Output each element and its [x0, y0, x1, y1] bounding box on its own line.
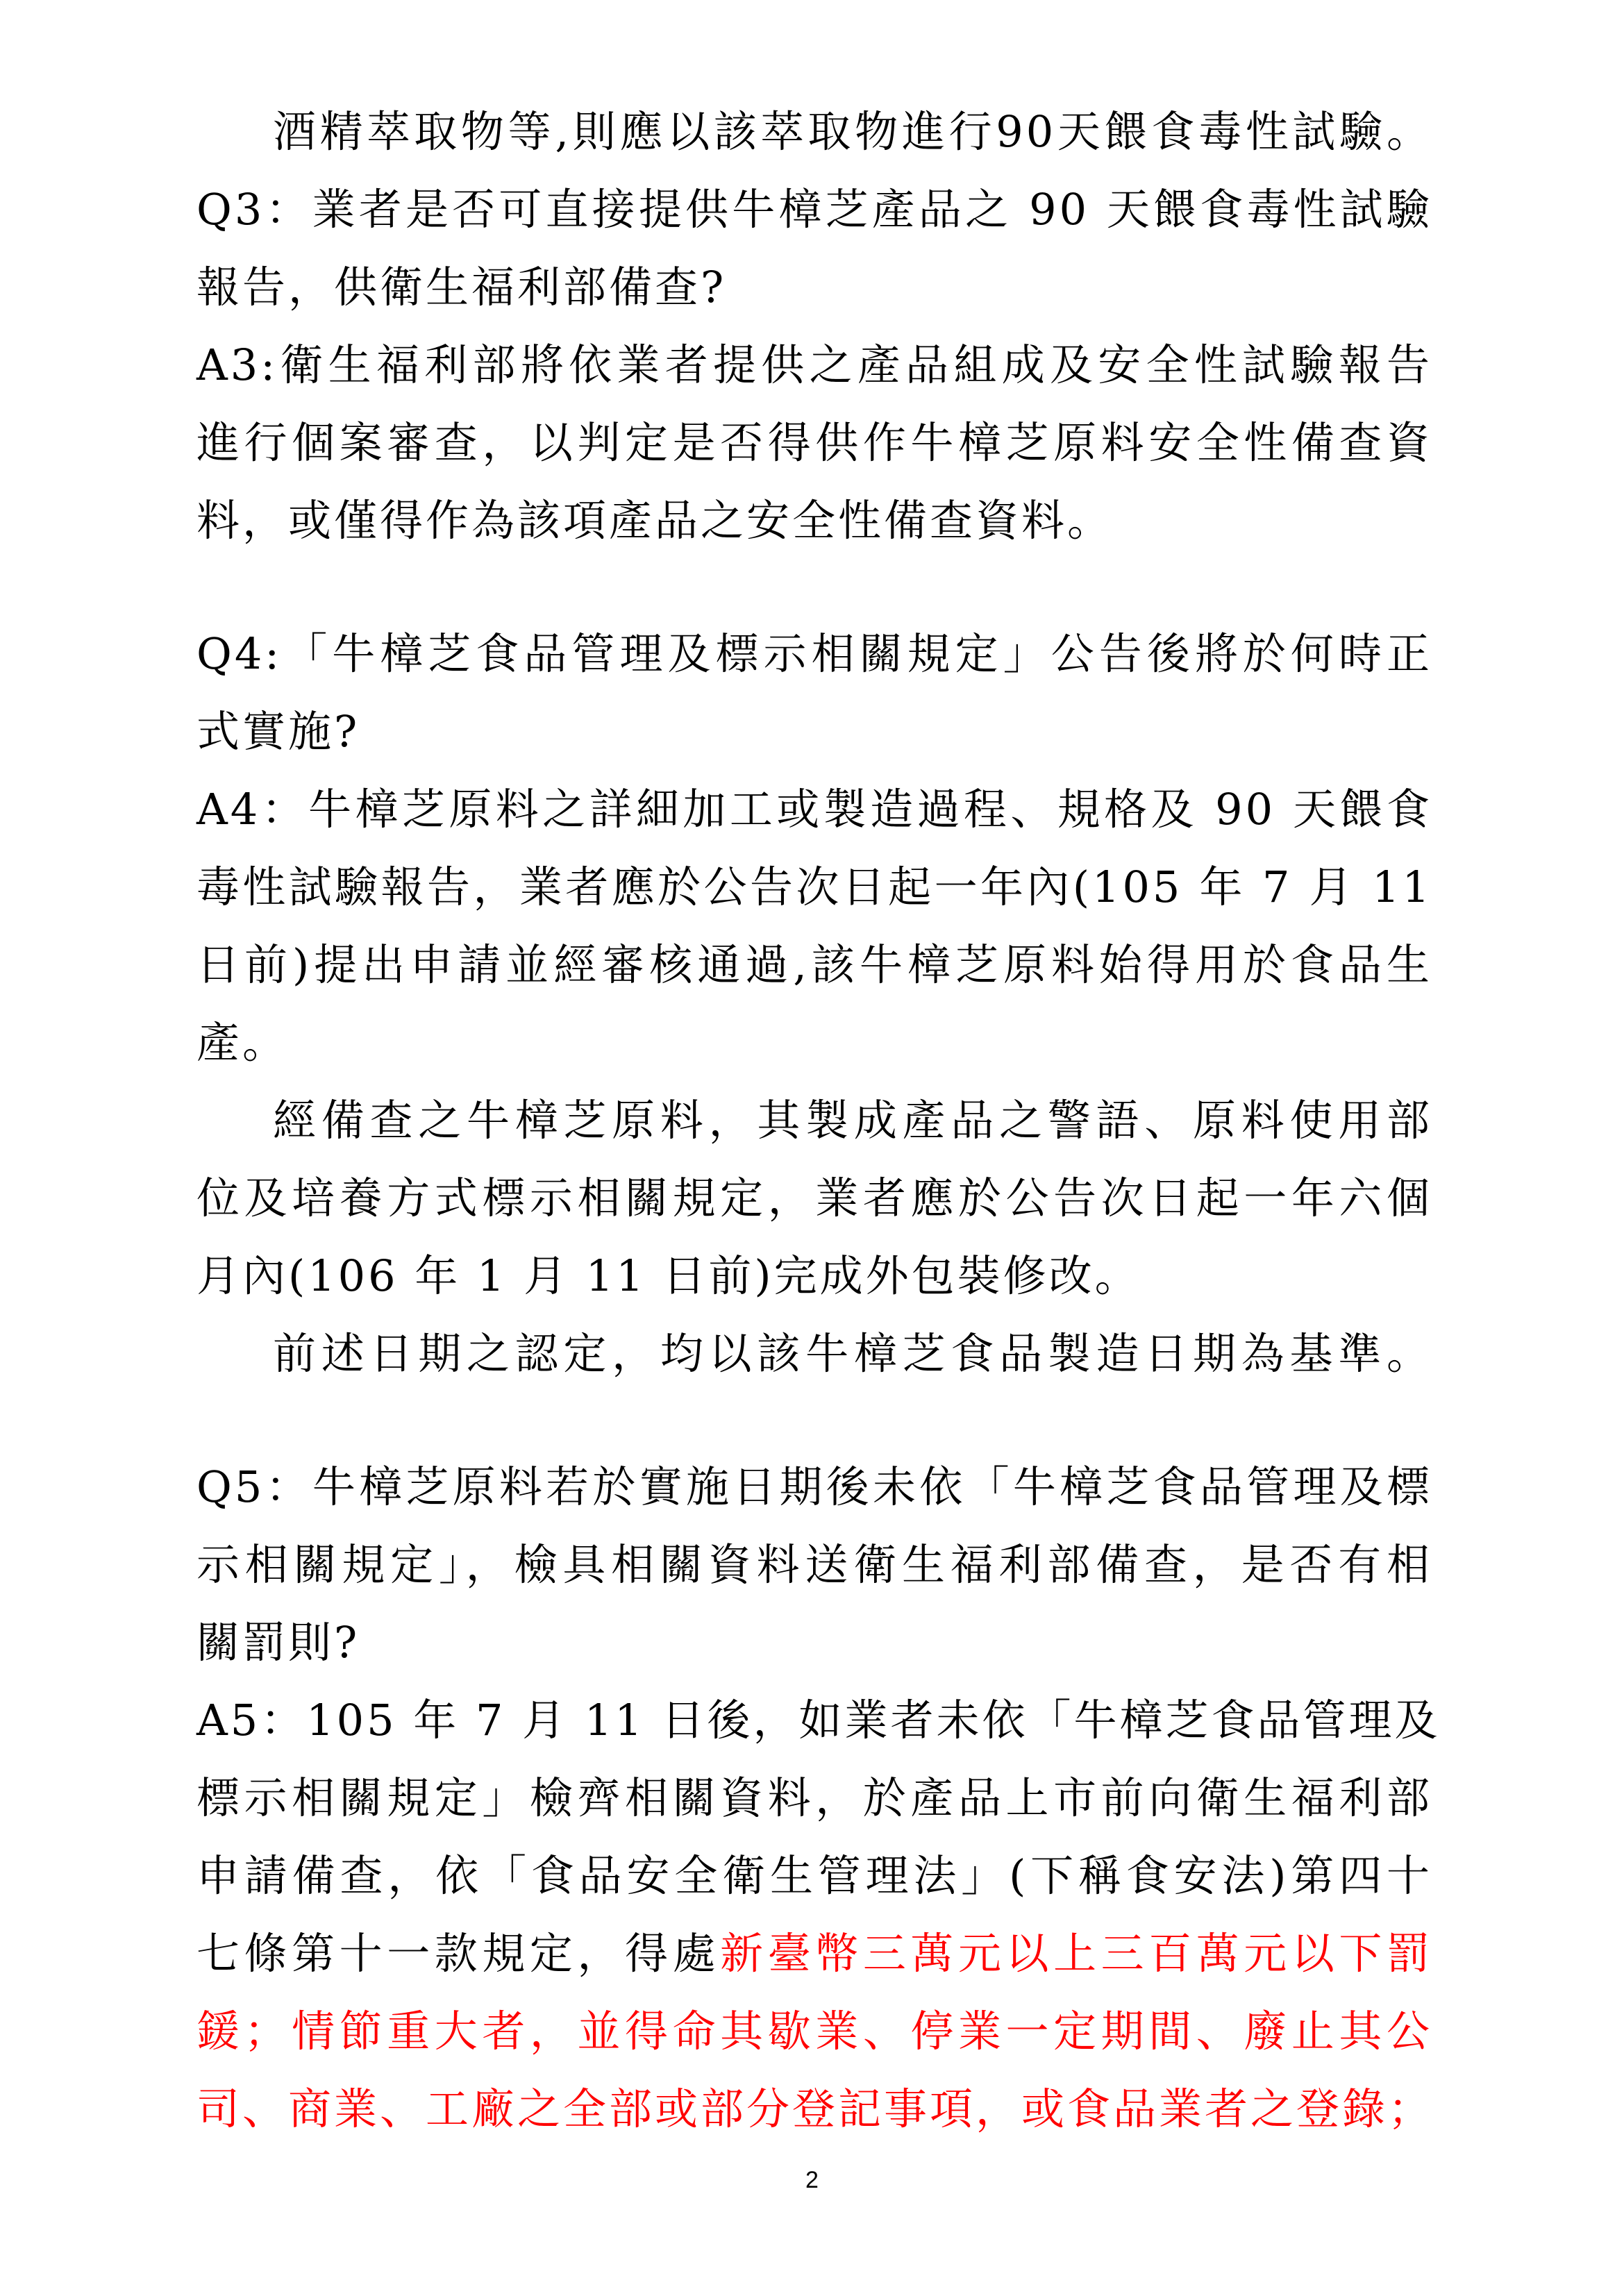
text-line: 進行個案審查，以判定是否得供作牛樟芝原料安全性備查資	[196, 417, 1432, 468]
text-line: 產。	[196, 1017, 289, 1068]
text-line: 經備查之牛樟芝原料，其製成產品之警語、原料使用部	[273, 1095, 1432, 1146]
page-number: 2	[805, 2167, 819, 2193]
penalty-highlight: 鍰；情節重大者，並得命其歇業、停業一定期間、廢止其公	[196, 2006, 1432, 2056]
text-line: 示相關規定」，檢具相關資料送衛生福利部備查，是否有相	[196, 1539, 1432, 1590]
text-line: 七條第十一款規定，得處新臺幣三萬元以上三百萬元以下罰	[196, 1928, 1432, 1979]
text-line: 關罰則?	[196, 1617, 360, 1668]
answer-a3: A3:衛生福利部將依業者提供之產品組成及安全性試驗報告	[196, 340, 1432, 390]
answer-a4: A4：牛樟芝原料之詳細加工或製造過程、規格及 90 天餵食	[196, 784, 1432, 835]
text-line: 月內(106 年 1 月 11 日前)完成外包裝修改。	[196, 1250, 1141, 1301]
answer-a5: A5：105 年 7 月 11 日後，如業者未依「牛樟芝食品管理及	[196, 1695, 1441, 1745]
text-line: 酒精萃取物等,則應以該萃取物進行90天餵食毒性試驗。	[273, 106, 1432, 157]
text-line: 報告，供衛生福利部備查?	[196, 262, 727, 312]
penalty-highlight: 司、商業、工廠之全部或部分登記事項，或食品業者之登錄；	[196, 2084, 1434, 2134]
text-line: 毒性試驗報告，業者應於公告次日起一年內(105 年 7 月 11	[196, 862, 1432, 912]
text-line: 式實施?	[196, 706, 360, 757]
text-line: 日前)提出申請並經審核通過,該牛樟芝原料始得用於食品生	[196, 939, 1432, 990]
penalty-highlight: 新臺幣三萬元以上三百萬元以下罰	[720, 1928, 1432, 1979]
text-line: 位及培養方式標示相關規定，業者應於公告次日起一年六個	[196, 1173, 1432, 1223]
text-line: 標示相關規定」檢齊相關資料，於產品上市前向衛生福利部	[196, 1773, 1432, 1823]
text-line: 前述日期之認定，均以該牛樟芝食品製造日期為基準。	[273, 1328, 1432, 1379]
question-q4: Q4:「牛樟芝食品管理及標示相關規定」公告後將於何時正	[196, 628, 1432, 679]
question-q5: Q5：牛樟芝原料若於實施日期後未依「牛樟芝食品管理及標	[196, 1461, 1432, 1512]
question-q3: Q3：業者是否可直接提供牛樟芝產品之 90 天餵食毒性試驗	[196, 184, 1432, 235]
text-line: 料，或僅得作為該項產品之安全性備查資料。	[196, 495, 1114, 546]
text-line: 申請備查，依「食品安全衛生管理法」(下稱食安法)第四十	[196, 1850, 1432, 1901]
